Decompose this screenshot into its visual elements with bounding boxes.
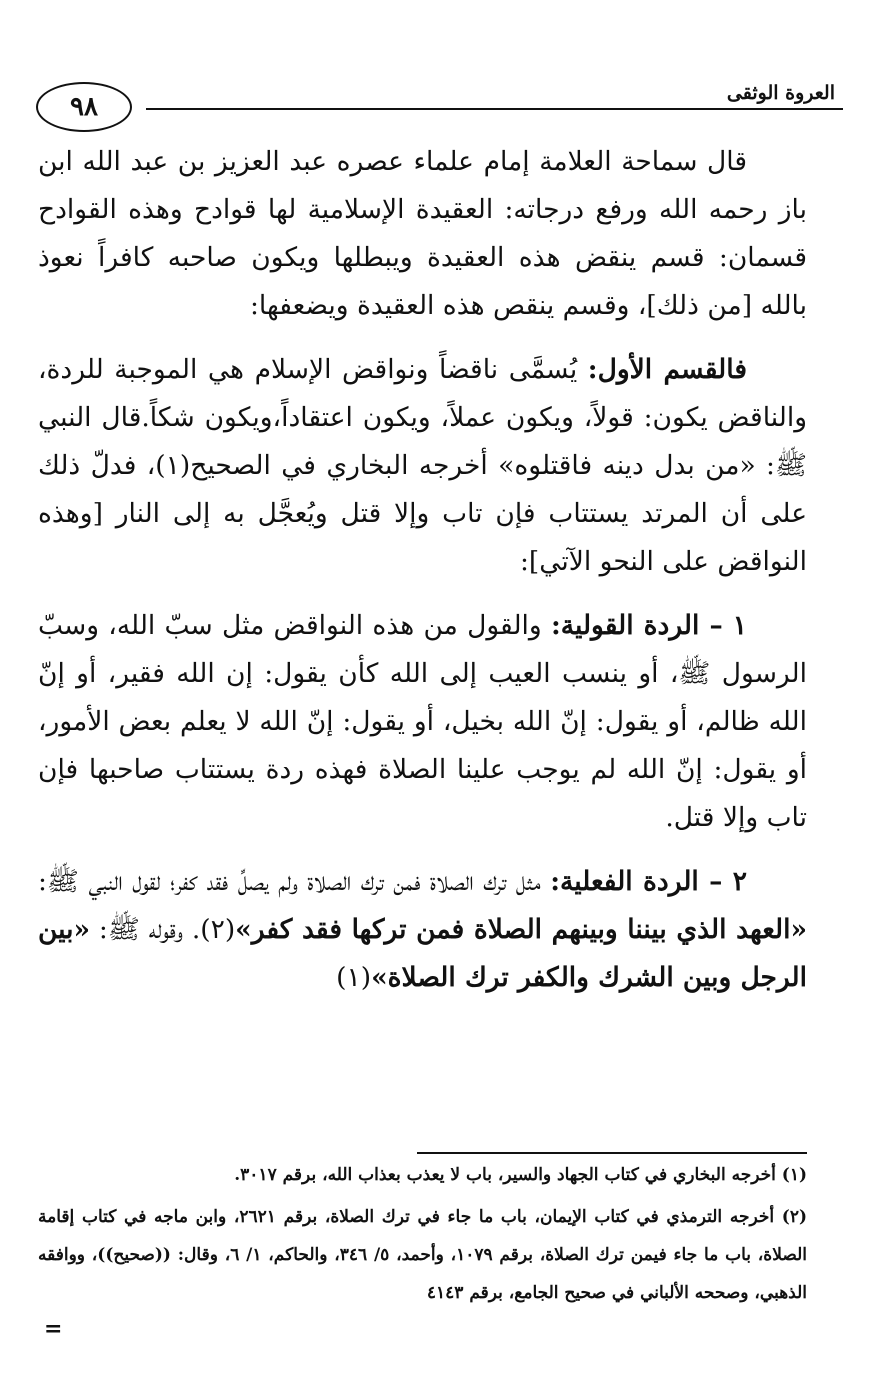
- hadith-quote: «العهد الذي بيننا وبينهم الصلاة فمن تركها فقد كفر»: [235, 914, 808, 945]
- paragraph-text: يُسمَّى ناقضاً ونواقض الإسلام هي الموجبة للردة، والناقض يكون: قولاً، ويكون عملاً، ويكون اعتقاداً،ويكون شكاً.قال النبي ﷺ: «من بدل دينه فاقتلوه» أخرجه البخاري في الصحيح(١)، فدلّ ذلك على أن المرتد يستتاب فإن تاب وإلا قتل ويُعجَّل به إلى النار [وهذه النواقض على النحو الآتي]:: [38, 354, 808, 577]
- paragraph-first-section: [38, 346, 807, 586]
- paragraph-intro: قال سماحة العلامة إمام علماء عصره عبد العزيز بن عبد الله ابن باز رحمه الله ورفع درجاته: العقيدة الإسلامية لها قوادح وهذه القوادح قسمان: قسم ينقض هذه العقيدة ويبطلها ويكون صاحبه كافراً نعوذ بالله [من ذلك]، وقسم ينقص هذه العقيدة ويضعفها:: [38, 146, 807, 321]
- footnote-separator: [417, 1152, 807, 1154]
- footnote-1: (١) أخرجه البخاري في كتاب الجهاد والسير، باب لا يعذب بعذاب الله، برقم ٣٠١٧.: [234, 1165, 807, 1185]
- section-heading-actual: ٢ – الردة الفعلية:: [550, 866, 747, 897]
- paragraph-text: (٢). وقوله ﷺ:: [90, 914, 236, 945]
- paragraph-verbal-apostasy: [38, 602, 807, 842]
- page-header: [36, 70, 843, 132]
- footnote-ref: (١): [336, 962, 372, 993]
- running-title: العروة الوثقى: [726, 82, 835, 104]
- section-heading-verbal: ١ – الردة القولية:: [550, 610, 747, 641]
- paragraph-actual-apostasy: [38, 858, 807, 1002]
- paragraph-text: مثل ترك الصلاة فمن ترك الصلاة ولم يصلِّ فقد كفر؛ لقول النبي ﷺ:: [38, 866, 551, 897]
- section-heading-first: فالقسم الأول:: [587, 354, 747, 385]
- paragraph-text: والقول من هذه النواقض مثل سبّ الله، وسبّ الرسول ﷺ، أو ينسب العيب إلى الله كأن يقول: إن الله فقير، أو إنّ الله ظالم، أو يقول: إنّ الله بخيل، أو يقول: إنّ الله لا يعلم بعض الأمور، أو يقول: إنّ الله لم يوجب علينا الصلاة فهذه ردة يستتاب صاحبها فإن تاب وإلا قتل.: [38, 610, 807, 833]
- continuation-mark: =: [44, 1316, 63, 1342]
- page-number: ٩٨: [36, 82, 132, 132]
- main-text: [38, 138, 807, 1018]
- header-rule: [146, 108, 843, 110]
- hadith-quote: «بين الرجل وبين الشرك والكفر ترك الصلاة»: [38, 914, 807, 993]
- footnote-2: (٢) أخرجه الترمذي في كتاب الإيمان، باب ما جاء في ترك الصلاة، برقم ٢٦٢١، وابن ماجه في كتاب إقامة الصلاة، باب ما جاء فيمن ترك الصلاة، برقم ١٠٧٩، وأحمد، ٥/ ٣٤٦، والحاكم، ١/ ٦، وقال: ((صحيح))، ووافقه الذهبي، وصححه الألباني في صحيح الجامع، برقم ٤١٤٣: [38, 1207, 807, 1303]
- footnotes: [38, 1156, 807, 1316]
